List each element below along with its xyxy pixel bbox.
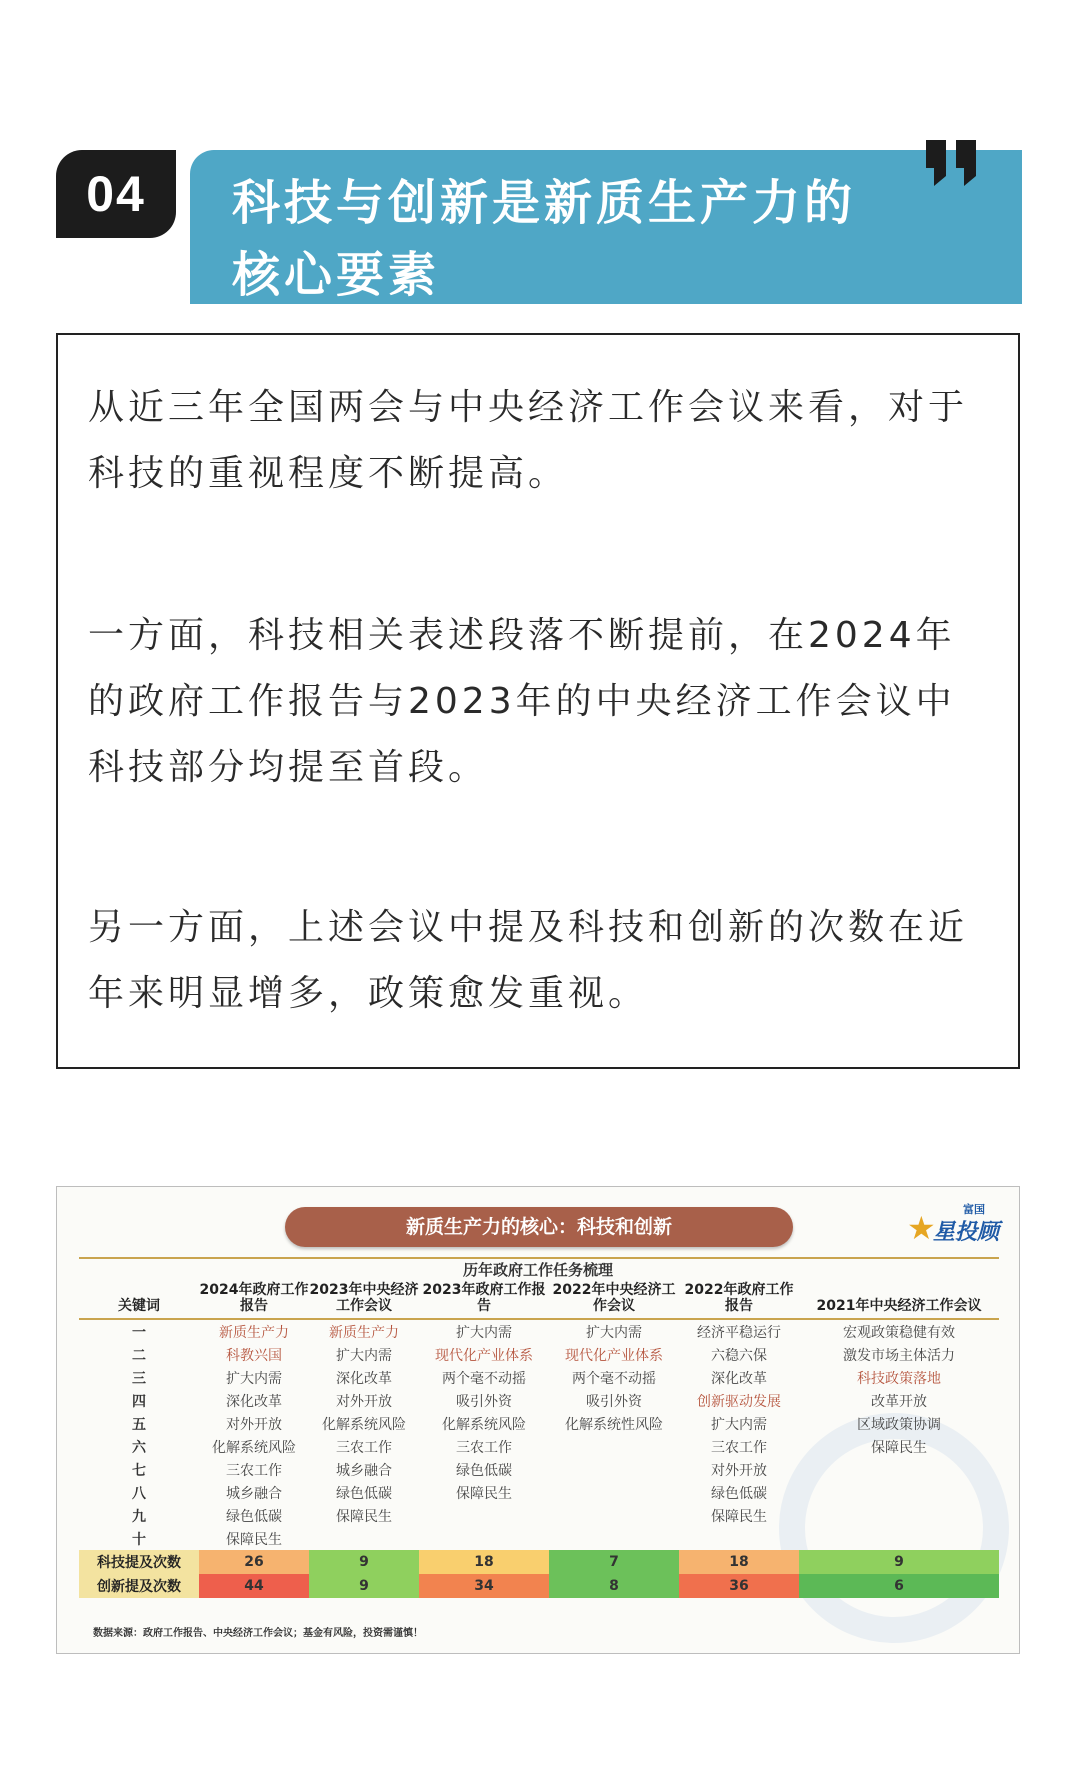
table-row [79,1366,999,1389]
count-row [79,1550,999,1574]
table-cell [309,1527,419,1550]
column-header: 2022年政府工作报告 [679,1281,799,1319]
policy-table-figure [56,1186,1020,1654]
row-key: 一 [132,1324,146,1341]
policy-keyword-table [79,1281,999,1598]
table-cell: 六稳六保 [711,1347,767,1364]
row-key: 四 [132,1393,146,1410]
table-cell: 绿色低碳 [226,1508,282,1525]
table-cell: 经济平稳运行 [697,1324,781,1341]
table-cell: 深化改革 [336,1370,392,1387]
table-cell: 绿色低碳 [711,1485,767,1502]
section-number: 04 [56,150,176,238]
table-cell [549,1435,679,1458]
count-cell: 9 [309,1574,419,1598]
table-cell: 化解系统风险 [322,1416,406,1433]
row-key: 十 [132,1531,146,1548]
table-cell: 宏观政策稳健有效 [843,1324,955,1341]
figure-banner: 新质生产力的核心：科技和创新 [285,1207,793,1247]
table-cell [549,1527,679,1550]
table-cell: 现代化产业体系 [435,1347,533,1364]
table-cell: 保障民生 [456,1485,512,1502]
table-caption: 历年政府工作任务梳理 [462,1261,613,1279]
table-cell: 激发市场主体活力 [843,1347,955,1364]
table-cell: 对外开放 [711,1462,767,1479]
table-cell: 扩大内需 [226,1370,282,1387]
table-cell: 扩大内需 [336,1347,392,1364]
table-cell [679,1527,799,1550]
table-cell: 深化改革 [226,1393,282,1410]
row-key: 七 [132,1462,146,1479]
column-header: 2022年中央经济工作会议 [549,1281,679,1319]
paragraph-2: 一方面，科技相关表述段落不断提前，在2024年的政府工作报告与2023年的中央经济工作会议中科技部分均提至首段。 [88,615,956,788]
table-cell: 化解系统风险 [442,1416,526,1433]
table-cell: 对外开放 [336,1393,392,1410]
table-row [79,1527,999,1550]
brand-logo [907,1199,999,1249]
count-cell: 9 [309,1550,419,1574]
table-cell: 扩大内需 [456,1324,512,1341]
table-cell [419,1527,549,1550]
table-cell: 绿色低碳 [456,1462,512,1479]
table-cell: 新质生产力 [219,1324,289,1341]
row-key: 二 [132,1347,146,1364]
table-row [79,1389,999,1412]
table-cell: 城乡融合 [336,1462,392,1479]
table-cell [799,1504,999,1527]
paragraph-1: 从近三年全国两会与中央经济工作会议来看，对于科技的重视程度不断提高。 [88,387,969,494]
table-cell [549,1458,679,1481]
table-cell [549,1504,679,1527]
table-row [79,1481,999,1504]
source-note: 数据来源：政府工作报告、中央经济工作会议；基金有风险，投资需谨慎！ [93,1628,423,1639]
table-cell: 三农工作 [711,1439,767,1456]
quote-mark-icon [924,138,982,188]
table-cell: 扩大内需 [586,1324,642,1341]
table-cell: 改革开放 [871,1393,927,1410]
table-cell: 科技政策落地 [857,1370,941,1387]
table-cell: 三农工作 [226,1462,282,1479]
logo-small-text: 富国 [963,1203,985,1216]
table-row [79,1343,999,1366]
column-header: 2021年中央经济工作会议 [799,1281,999,1319]
count-row [79,1574,999,1598]
row-key: 五 [132,1416,146,1433]
column-header-keyword: 关键词 [79,1281,199,1319]
row-key: 九 [132,1508,146,1525]
table-row [79,1412,999,1435]
table-cell: 对外开放 [226,1416,282,1433]
count-cell: 7 [549,1550,679,1574]
table-cell [419,1504,549,1527]
table-cell: 保障民生 [336,1508,392,1525]
count-cell: 26 [199,1550,309,1574]
table-cell: 城乡融合 [226,1485,282,1502]
column-header: 2024年政府工作报告 [199,1281,309,1319]
table-row [79,1435,999,1458]
section-title-box [190,150,1022,304]
table-row [79,1504,999,1527]
table-cell: 保障民生 [871,1439,927,1456]
count-cell: 9 [799,1550,999,1574]
count-cell: 18 [679,1550,799,1574]
row-key: 六 [132,1439,146,1456]
row-key: 三 [132,1370,146,1387]
logo-big-text: 星投顾 [932,1220,999,1245]
table-cell: 化解系统风险 [212,1439,296,1456]
table-cell: 吸引外资 [456,1393,512,1410]
content-text-box [56,333,1020,1069]
table-cell [549,1481,679,1504]
count-cell: 8 [549,1574,679,1598]
count-label: 创新提及次数 [79,1574,199,1598]
table-cell [799,1527,999,1550]
section-title-line-2: 核心要素 [232,247,441,303]
table-cell [799,1481,999,1504]
table-cell: 新质生产力 [329,1324,399,1341]
count-label: 科技提及次数 [79,1550,199,1574]
count-cell: 34 [419,1574,549,1598]
table-cell: 绿色低碳 [336,1485,392,1502]
column-header: 2023年政府工作报告 [419,1281,549,1319]
table-cell: 化解系统性风险 [565,1416,663,1433]
table-cell: 三农工作 [336,1439,392,1456]
table-cell: 科教兴国 [226,1347,282,1364]
section-title-line-1: 科技与创新是新质生产力的 [232,175,857,231]
count-cell: 18 [419,1550,549,1574]
table-cell: 两个毫不动摇 [572,1370,656,1387]
table-row [79,1319,999,1343]
table-row [79,1458,999,1481]
count-cell: 36 [679,1574,799,1598]
table-cell: 保障民生 [711,1508,767,1525]
count-cell: 44 [199,1574,309,1598]
table-cell [799,1458,999,1481]
table-cell: 扩大内需 [711,1416,767,1433]
count-cell: 6 [799,1574,999,1598]
paragraph-3: 另一方面，上述会议中提及科技和创新的次数在近年来明显增多，政策愈发重视。 [88,907,969,1014]
table-cell: 现代化产业体系 [565,1347,663,1364]
row-key: 八 [132,1485,146,1502]
table-cell: 区域政策协调 [857,1416,941,1433]
table-cell: 两个毫不动摇 [442,1370,526,1387]
table-cell: 深化改革 [711,1370,767,1387]
table-cell: 吸引外资 [586,1393,642,1410]
column-header: 2023年中央经济工作会议 [309,1281,419,1319]
table-header-row [79,1281,999,1319]
table-cell: 保障民生 [226,1531,282,1548]
star-icon: ★ [907,1209,936,1247]
table-cell: 三农工作 [456,1439,512,1456]
table-cell: 创新驱动发展 [697,1393,781,1410]
